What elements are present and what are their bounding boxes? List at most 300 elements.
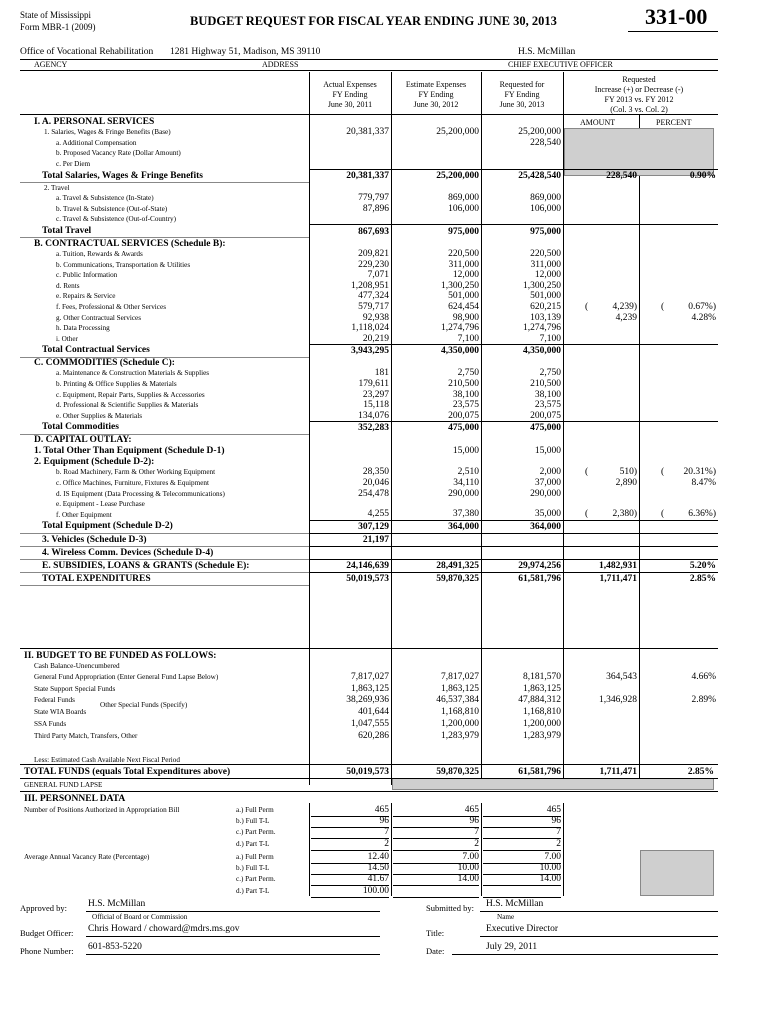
row-label: f. Fees, Professional & Other Services — [56, 303, 166, 312]
row-value-a: 179,611 — [358, 378, 389, 389]
submitted-label: Submitted by: — [426, 903, 474, 913]
row-value-r: 25,200,000 — [518, 127, 561, 138]
row-value-amt: 1,711,471 — [563, 572, 639, 585]
row-value-a: 20,381,337 — [309, 169, 391, 182]
personnel-value-r: 96 — [483, 816, 561, 828]
row-value-pct — [639, 238, 718, 249]
funding-value-a: 1,863,125 — [351, 683, 389, 694]
row-label: c. Public Information — [56, 271, 118, 280]
row-value-a: 20,219 — [362, 333, 389, 344]
row-label: 3. Vehicles (Schedule D-3) — [20, 533, 309, 546]
other-special-funds-label: Other Special Funds (Specify) — [100, 701, 188, 709]
row-value-a — [309, 456, 391, 467]
row-value-pct — [639, 323, 718, 334]
row-label: b. Road Machinery, Farm & Other Working Equipment — [56, 468, 216, 477]
row-value-a: 23,297 — [362, 389, 389, 400]
table-row — [20, 488, 718, 499]
row-value-r: 228,540 — [530, 137, 561, 148]
row-value-e: 106,000 — [448, 203, 479, 214]
funding-value-r: 47,884,312 — [518, 695, 561, 706]
ceo-label: CHIEF EXECUTIVE OFFICER — [508, 60, 613, 69]
row-value-e — [391, 357, 481, 368]
funding-value-e: 1,168,810 — [441, 707, 479, 718]
row-label: g. Other Contractual Services — [56, 313, 142, 322]
table-row — [20, 509, 718, 520]
personnel-value-e: 2 — [393, 839, 479, 851]
row-label: c. Office Machines, Furniture, Fixtures & Equipment — [56, 478, 209, 487]
funding-title: II. BUDGET TO BE FUNDED AS FOLLOWS: — [24, 651, 217, 661]
personnel-value-e: 465 — [393, 805, 479, 817]
row-value-a — [309, 434, 391, 445]
row-value-e: 25,200,000 — [391, 169, 481, 182]
row-value-e — [391, 214, 481, 225]
funding-value-amt: 364,543 — [606, 671, 637, 682]
row-value-pct: ( 6.36%) — [661, 509, 716, 520]
date-label: Date: — [426, 946, 445, 956]
row-value-amt — [563, 204, 639, 215]
personnel-value-r: 7 — [483, 827, 561, 839]
row-value-e: 311,000 — [448, 259, 479, 270]
table-row — [20, 323, 718, 334]
table-row — [20, 520, 718, 533]
row-value-e: 15,000 — [452, 445, 479, 456]
funding-row — [20, 730, 718, 742]
expenditure-table — [20, 116, 718, 586]
row-label: b. Communications, Transportation & Utilities — [56, 260, 191, 269]
row-value-a: 134,076 — [358, 410, 389, 421]
table-row — [20, 421, 718, 434]
agency-value: Office of Vocational Rehabilitation — [20, 47, 154, 57]
row-value-e: 34,110 — [453, 477, 479, 488]
row-label: a. Tuition, Rewards & Awards — [56, 250, 143, 259]
row-value-a — [309, 116, 391, 127]
submitted-caption: Name — [497, 913, 515, 921]
table-row — [20, 533, 718, 546]
budget-officer-label: Budget Officer: — [20, 928, 74, 938]
row-value-r: 290,000 — [530, 488, 561, 499]
row-value-pct — [639, 193, 718, 204]
funding-value-a: 620,286 — [358, 730, 389, 741]
personnel-value-a: 2 — [311, 839, 389, 851]
ceo-value: H.S. McMillan — [518, 47, 576, 57]
row-value-e: 1,274,796 — [441, 323, 479, 334]
row-value-r: 620,215 — [530, 302, 561, 313]
table-row — [20, 344, 718, 357]
negative-paren: ( — [585, 302, 589, 313]
row-value-a — [309, 214, 391, 225]
personnel-category: c.) Part Perm. — [236, 828, 276, 837]
funding-value-amt — [563, 683, 639, 695]
row-value-e — [391, 138, 481, 149]
table-row — [20, 410, 718, 421]
row-value-e — [391, 434, 481, 445]
row-label: f. Other Equipment — [56, 510, 112, 519]
row-value-r: 7,100 — [539, 333, 561, 344]
row-value-a: 20,381,337 — [346, 127, 389, 138]
negative-paren: ( — [661, 509, 665, 520]
personnel-value-a: 96 — [311, 816, 389, 828]
negative-paren: ( — [661, 302, 665, 313]
row-value-r: 4,350,000 — [481, 344, 563, 357]
row-value-a: 1,208,951 — [351, 280, 389, 291]
row-value-amt — [563, 281, 639, 292]
row-value-r: 103,139 — [530, 312, 561, 323]
table-row — [20, 434, 718, 445]
row-value-amt — [563, 499, 639, 510]
less-cash-label: Less: Estimated Cash Available Next Fiscal Period — [34, 756, 180, 764]
funding-value-pct: 2.89% — [691, 695, 716, 706]
personnel-value-r: 7.00 — [483, 852, 561, 864]
table-row — [20, 159, 718, 170]
vacancy-label: Average Annual Vacancy Rate (Percentage) — [24, 853, 150, 861]
row-label: Total Commodities — [20, 421, 309, 434]
funding-value-pct — [639, 730, 718, 742]
row-value-pct — [639, 291, 718, 302]
row-label: D. CAPITAL OUTLAY: — [34, 434, 132, 445]
row-value-pct — [639, 533, 718, 546]
row-value-e: 12,000 — [452, 270, 479, 281]
row-label: h. Data Processing — [56, 324, 110, 333]
row-label: Total Contractual Services — [20, 344, 309, 357]
row-value-e: 2,510 — [457, 467, 479, 478]
row-value-amt — [563, 400, 639, 411]
table-row — [20, 445, 718, 456]
table-row — [20, 546, 718, 559]
funding-value-e: 1,200,000 — [441, 719, 479, 730]
row-value-r: 35,000 — [534, 509, 561, 520]
row-value-amt — [563, 323, 639, 334]
funding-value-a: 1,047,555 — [351, 719, 389, 730]
row-value-pct — [639, 159, 718, 170]
row-value-r: 475,000 — [481, 421, 563, 434]
personnel-value-e: 14.00 — [393, 874, 479, 886]
table-row — [20, 238, 718, 249]
row-label: a. Maintenance & Construction Materials & Supplies — [56, 369, 210, 378]
total-funds-requested: 61,581,796 — [518, 767, 561, 777]
row-label: d. IS Equipment (Data Processing & Telecommunications) — [56, 489, 225, 498]
personnel-title: III. PERSONNEL DATA — [24, 794, 126, 804]
table-row — [20, 559, 718, 572]
row-value-r — [481, 159, 563, 170]
personnel-value-a: 100.00 — [311, 886, 389, 898]
table-row — [20, 478, 718, 489]
funding-value-pct: 4.66% — [691, 671, 716, 682]
row-value-amt: ( 510) — [585, 467, 637, 478]
row-value-r — [481, 434, 563, 445]
row-value-a — [309, 499, 391, 510]
row-value-e: 38,100 — [452, 389, 479, 400]
row-value-amt — [563, 334, 639, 345]
form-number: Form MBR-1 (2009) — [20, 22, 96, 32]
row-value-r: 2,750 — [539, 368, 561, 379]
row-value-amt: 4,239 — [615, 312, 637, 323]
row-value-r: 220,500 — [530, 249, 561, 260]
total-funds-amount: 1,711,471 — [599, 767, 637, 777]
table-row — [20, 499, 718, 510]
row-value-e: 59,870,325 — [391, 572, 481, 585]
state-name: State of Mississippi — [20, 10, 92, 20]
row-value-e: 475,000 — [391, 421, 481, 434]
row-value-amt — [563, 249, 639, 260]
row-value-r — [481, 456, 563, 467]
row-label: Total Salaries, Wages & Fringe Benefits — [20, 169, 309, 182]
row-value-pct — [639, 225, 718, 238]
row-label: d. Rents — [56, 281, 80, 290]
row-value-r: 210,500 — [530, 378, 561, 389]
row-value-a: 307,129 — [309, 520, 391, 533]
total-funds-actual: 50,019,573 — [346, 767, 389, 777]
negative-paren: ( — [661, 467, 665, 478]
personnel-value-a: 41.67 — [311, 874, 389, 886]
row-label: e. Other Supplies & Materials — [56, 411, 143, 420]
personnel-value-r: 2 — [483, 839, 561, 851]
row-value-e — [391, 533, 481, 546]
row-value-r: 106,000 — [530, 203, 561, 214]
personnel-value-e: 7.00 — [393, 852, 479, 864]
row-label: b. Travel & Subsistence (Out-of-State) — [56, 204, 168, 213]
row-value-pct — [639, 499, 718, 510]
row-value-a — [309, 445, 391, 456]
personnel-category: b.) Full T-L — [236, 864, 270, 873]
table-row — [20, 389, 718, 400]
approved-caption: Official of Board or Commission — [92, 913, 188, 921]
table-row — [20, 169, 718, 182]
row-value-pct — [639, 259, 718, 270]
row-value-e: 4,350,000 — [391, 344, 481, 357]
row-label: 1. Total Other Than Equipment (Schedule D-1) — [34, 445, 225, 456]
row-value-pct — [639, 357, 718, 368]
row-value-a: 209,821 — [358, 249, 389, 260]
row-value-a: 1,118,024 — [351, 323, 389, 334]
funding-value-r: 1,168,810 — [523, 707, 561, 718]
row-value-r — [481, 182, 563, 193]
row-value-amt — [563, 159, 639, 170]
row-value-pct — [639, 127, 718, 138]
row-value-a: 24,146,639 — [309, 559, 391, 572]
funding-row — [20, 671, 718, 683]
personnel-value-r: 10.00 — [483, 863, 561, 875]
row-value-amt — [563, 344, 639, 357]
row-value-pct — [639, 434, 718, 445]
row-value-r: 12,000 — [534, 270, 561, 281]
row-value-e — [391, 238, 481, 249]
row-value-a: 21,197 — [309, 533, 391, 546]
row-value-a — [309, 357, 391, 368]
funding-value-r: 1,283,979 — [523, 730, 561, 741]
row-value-amt — [563, 546, 639, 559]
table-row — [20, 400, 718, 411]
row-label: a. Travel & Subsistence (In-State) — [56, 194, 154, 203]
row-value-e — [391, 456, 481, 467]
col-estimate-heading: Estimate Expenses FY Ending June 30, 2012 — [405, 80, 467, 109]
total-funds-percent: 2.85% — [687, 767, 714, 777]
row-value-e: 98,900 — [452, 312, 479, 323]
row-value-r: 501,000 — [530, 291, 561, 302]
personnel-category: c.) Part Perm. — [236, 875, 276, 884]
row-label: d. Professional & Scientific Supplies & Materials — [56, 401, 199, 410]
row-value-a: 352,283 — [309, 421, 391, 434]
personnel-value-r: 465 — [483, 805, 561, 817]
row-value-pct: ( 0.67%) — [661, 302, 716, 313]
personnel-category: d.) Part T-L — [236, 839, 270, 848]
row-value-r: 29,974,256 — [481, 559, 563, 572]
table-row — [20, 467, 718, 478]
funding-label: State Support Special Funds — [34, 684, 116, 693]
row-value-e: 1,300,250 — [441, 280, 479, 291]
personnel-category: d.) Part T-L — [236, 886, 270, 895]
title-value: Executive Director — [486, 924, 559, 934]
row-value-r — [481, 214, 563, 225]
personnel-value-a: 7 — [311, 827, 389, 839]
row-value-a: 477,324 — [358, 291, 389, 302]
row-value-pct — [639, 334, 718, 345]
row-label: 2. Equipment (Schedule D-2): — [34, 456, 155, 467]
row-label: I. A. PERSONAL SERVICES — [34, 116, 155, 127]
row-value-amt — [563, 214, 639, 225]
row-value-amt: ( 4,239) — [585, 302, 637, 313]
row-value-e: 501,000 — [448, 291, 479, 302]
personnel-value-e — [393, 886, 479, 898]
row-value-pct: 5.20% — [639, 559, 718, 572]
row-value-e: 37,380 — [452, 509, 479, 520]
address-value: 1281 Highway 51, Madison, MS 39110 — [170, 47, 321, 57]
row-value-a: 254,478 — [358, 488, 389, 499]
row-value-amt — [563, 138, 639, 149]
row-value-e: 2,750 — [457, 368, 479, 379]
row-label: Total Equipment (Schedule D-2) — [20, 520, 309, 533]
row-label: a. Additional Compensation — [56, 138, 137, 147]
row-label: Total Travel — [20, 225, 309, 238]
row-value-amt — [563, 421, 639, 434]
funding-row — [20, 683, 718, 695]
funding-value-amt: 1,346,928 — [599, 695, 637, 706]
funding-value-pct — [639, 718, 718, 730]
row-value-amt — [563, 116, 639, 127]
personnel-value-r — [483, 886, 561, 898]
approved-value: H.S. McMillan — [88, 899, 146, 909]
personnel-value-e: 96 — [393, 816, 479, 828]
row-label: E. SUBSIDIES, LOANS & GRANTS (Schedule E): — [20, 559, 309, 572]
row-value-pct — [639, 182, 718, 193]
positions-label: Number of Positions Authorized in Appropriation Bill — [24, 806, 180, 814]
row-value-r — [481, 499, 563, 510]
budget-code: 331-00 — [645, 4, 708, 29]
row-value-r — [481, 357, 563, 368]
row-value-a: 4,255 — [367, 509, 389, 520]
page-title: BUDGET REQUEST FOR FISCAL YEAR ENDING JUNE 30, 2013 — [190, 14, 557, 28]
table-row — [20, 456, 718, 467]
row-value-r: 61,581,796 — [481, 572, 563, 585]
table-row — [20, 334, 718, 345]
funding-value-pct — [639, 706, 718, 718]
agency-label: AGENCY — [34, 60, 68, 69]
row-value-e: 200,075 — [448, 410, 479, 421]
funding-value-e: 7,817,027 — [441, 671, 479, 682]
total-funds-estimate: 59,870,325 — [436, 767, 479, 777]
row-value-r — [481, 546, 563, 559]
row-value-pct — [639, 410, 718, 421]
row-value-pct — [639, 148, 718, 159]
row-value-amt — [563, 379, 639, 390]
row-value-e — [391, 499, 481, 510]
budget-officer-value: Chris Howard / choward@mdrs.ms.gov — [88, 924, 240, 934]
submitted-value: H.S. McMillan — [486, 899, 544, 909]
row-value-pct — [639, 456, 718, 467]
personnel-value-e: 10.00 — [393, 863, 479, 875]
row-value-a: 20,046 — [362, 477, 389, 488]
row-value-a: 779,797 — [358, 193, 389, 204]
row-value-amt — [563, 533, 639, 546]
row-value-pct — [639, 116, 718, 127]
row-value-a: 28,350 — [362, 467, 389, 478]
row-value-pct — [639, 281, 718, 292]
table-row — [20, 312, 718, 323]
row-label: 4. Wireless Comm. Devices (Schedule D-4) — [20, 546, 309, 559]
row-value-pct — [639, 421, 718, 434]
row-label: e. Equipment - Lease Purchase — [56, 500, 145, 509]
row-value-r — [481, 533, 563, 546]
row-value-a: 7,071 — [367, 270, 389, 281]
personnel-value-e: 7 — [393, 827, 479, 839]
personnel-value-a: 12.40 — [311, 852, 389, 864]
row-label: b. Printing & Office Supplies & Materials — [56, 379, 177, 388]
funding-value-amt — [563, 730, 639, 742]
negative-paren: ( — [585, 509, 589, 520]
row-value-amt — [563, 182, 639, 193]
row-value-e — [391, 148, 481, 159]
row-value-amt: 228,540 — [563, 169, 639, 182]
funding-value-amt — [563, 706, 639, 718]
table-row — [20, 281, 718, 292]
row-value-amt — [563, 368, 639, 379]
row-value-pct: 2.85% — [639, 572, 718, 585]
row-value-a: 15,118 — [363, 400, 389, 411]
table-row — [20, 259, 718, 270]
negative-paren: ( — [585, 467, 589, 478]
personnel-category: a.) Full Perm — [236, 806, 274, 814]
funding-value-a: 38,269,936 — [346, 695, 389, 706]
row-value-r: 1,274,796 — [523, 323, 561, 334]
cash-balance-label: Cash Balance-Unencumbered — [34, 662, 120, 670]
row-value-e: 364,000 — [391, 520, 481, 533]
row-value-e: 28,491,325 — [391, 559, 481, 572]
funding-value-r: 8,181,570 — [523, 671, 561, 682]
row-label: B. CONTRACTUAL SERVICES (Schedule B): — [34, 238, 226, 249]
title-label: Title: — [426, 928, 445, 938]
row-value-pct — [639, 445, 718, 456]
table-row — [20, 225, 718, 238]
row-value-r: 25,428,540 — [481, 169, 563, 182]
row-value-r — [481, 148, 563, 159]
row-value-r: 15,000 — [534, 445, 561, 456]
funding-label: Third Party Match, Transfers, Other — [34, 731, 138, 740]
row-value-a — [309, 148, 391, 159]
row-value-amt: 2,890 — [615, 477, 637, 488]
table-row — [20, 572, 718, 585]
row-value-amt — [563, 520, 639, 533]
table-row — [20, 379, 718, 390]
row-value-amt — [563, 259, 639, 270]
date-value: July 29, 2011 — [486, 942, 538, 952]
row-value-e — [391, 546, 481, 559]
row-value-pct: ( 20.31%) — [661, 467, 716, 478]
row-label: c. Per Diem — [56, 160, 91, 169]
table-row — [20, 127, 718, 138]
col-requested-heading: Requested for FY Ending June 30, 2013 — [499, 80, 545, 109]
funding-value-e: 1,283,979 — [441, 730, 479, 741]
row-value-a: 92,938 — [362, 312, 389, 323]
row-value-pct — [639, 249, 718, 260]
